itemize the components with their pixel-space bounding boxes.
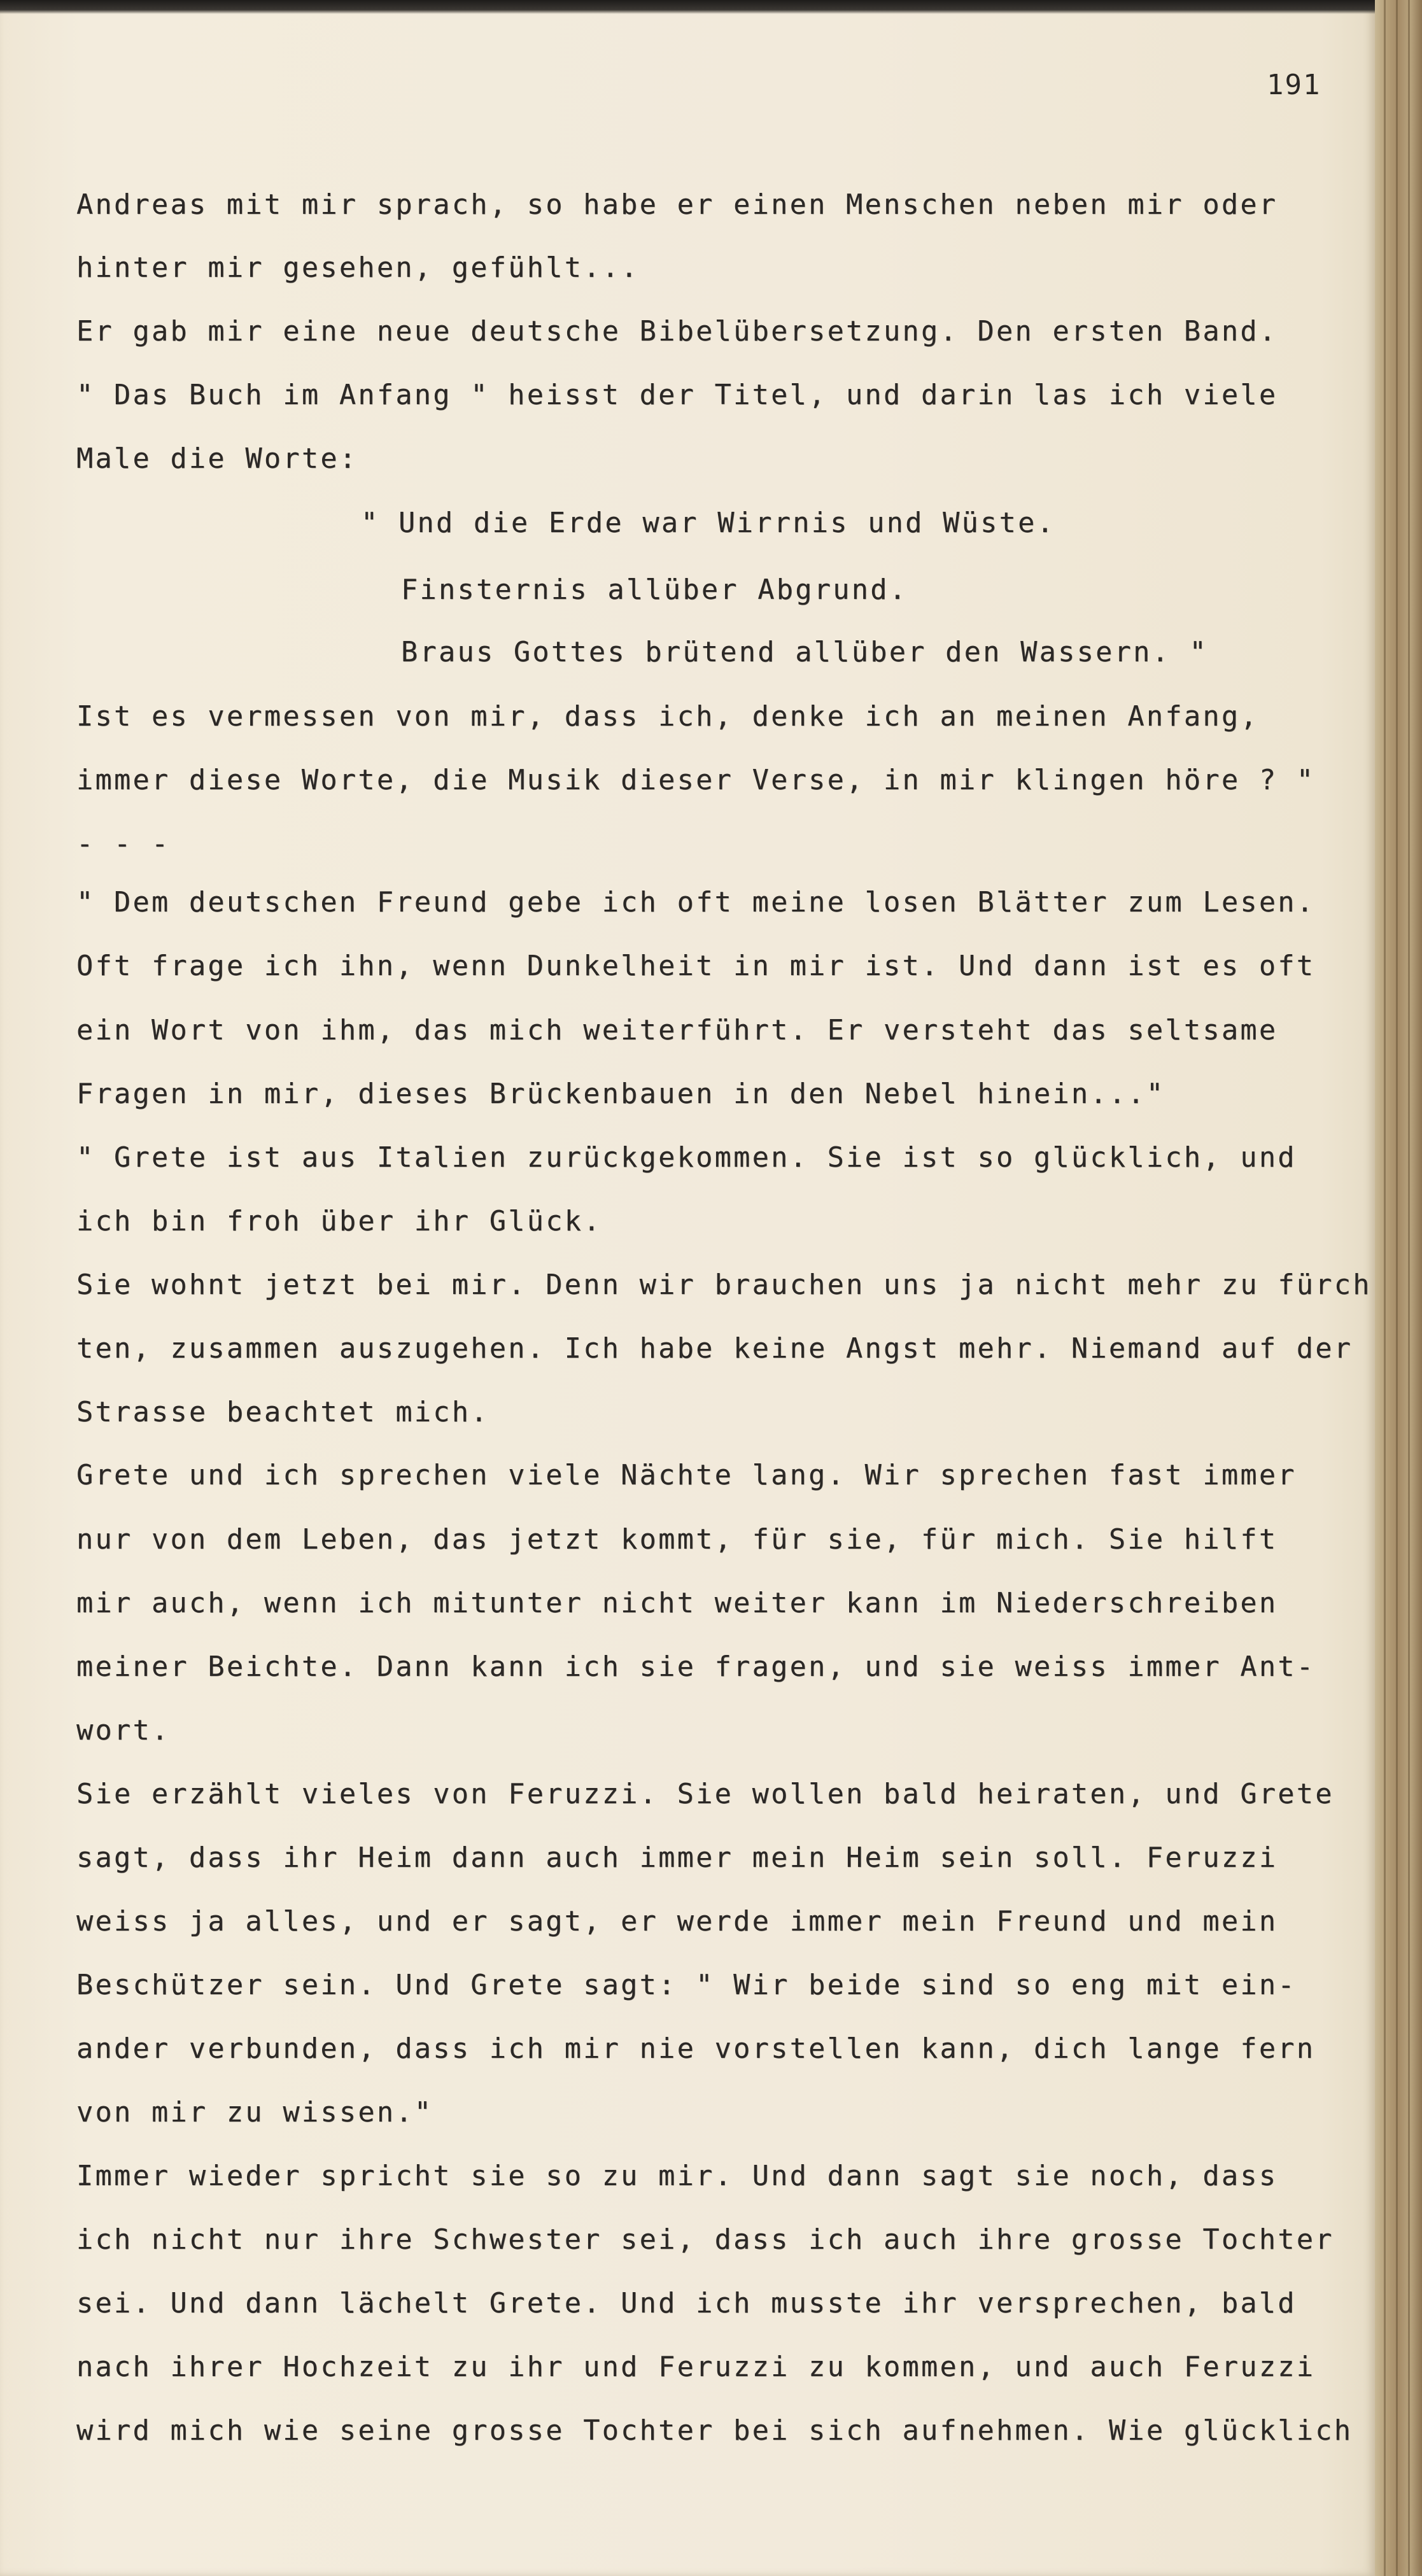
page-stack-line (1396, 0, 1398, 2576)
text-line: weiss ja alles, und er sagt, er werde immer mein Freund und mein (76, 1906, 1278, 1938)
text-line: ich bin froh über ihr Glück. (76, 1206, 602, 1237)
text-line: Immer wieder spricht sie so zu mir. Und dann sagt sie noch, dass (76, 2160, 1278, 2192)
text-line: Fragen in mir, dieses Brückenbauen in den Nebel hinein..." (76, 1078, 1165, 1110)
page-stack-line (1408, 0, 1410, 2576)
text-line: Grete und ich sprechen viele Nächte lang. Wir sprechen fast immer (76, 1460, 1297, 1491)
text-line: hinter mir gesehen, gefühlt... (76, 252, 640, 284)
text-line: wird mich wie seine grosse Tochter bei sich aufnehmen. Wie glücklich (76, 2415, 1353, 2447)
text-line: ten, zusammen auszugehen. Ich habe keine Angst mehr. Niemand auf der (76, 1333, 1353, 1365)
text-line: immer diese Worte, die Musik dieser Verse, in mir klingen höre ? " (76, 764, 1316, 796)
text-line: Male die Worte: (76, 443, 358, 475)
text-line: Ist es vermessen von mir, dass ich, denke ich an meinen Anfang, (76, 701, 1259, 733)
page-number: 191 (1267, 69, 1321, 101)
text-line: Strasse beachtet mich. (76, 1397, 489, 1428)
text-line: ich nicht nur ihre Schwester sei, dass ich auch ihre grosse Tochter (76, 2224, 1334, 2256)
text-line: Beschützer sein. Und Grete sagt: " Wir beide sind so eng mit ein- (76, 1969, 1297, 2001)
text-line: Braus Gottes brütend allüber den Wassern. " (401, 637, 1209, 668)
text-line: meiner Beichte. Dann kann ich sie fragen, und sie weiss immer Ant- (76, 1651, 1316, 1683)
text-line: nur von dem Leben, das jetzt kommt, für sie, für mich. Sie hilft (76, 1524, 1278, 1556)
text-line: Sie erzählt vieles von Feruzzi. Sie wollen bald heiraten, und Grete (76, 1778, 1334, 1810)
text-line: wort. (76, 1715, 171, 1747)
text-line: Sie wohnt jetzt bei mir. Denn wir brauchen uns ja nicht mehr zu fürch (76, 1269, 1372, 1301)
text-line: ein Wort von ihm, das mich weiterführt. Er versteht das seltsame (76, 1015, 1278, 1046)
binding-edge (1375, 0, 1422, 2576)
text-line: Finsternis allüber Abgrund. (401, 574, 908, 606)
text-line: mir auch, wenn ich mitunter nicht weiter kann im Niederschreiben (76, 1587, 1278, 1619)
text-line: " Dem deutschen Freund gebe ich oft meine losen Blätter zum Lesen. (76, 887, 1316, 918)
text-line: - - - (76, 828, 171, 860)
text-line: " Und die Erde war Wirrnis und Wüste. (361, 507, 1056, 539)
page-stack-line (1384, 0, 1386, 2576)
text-line: " Das Buch im Anfang " heisst der Titel, und darin las ich viele (76, 379, 1278, 411)
text-line: Andreas mit mir sprach, so habe er einen Menschen neben mir oder (76, 189, 1278, 221)
text-line: Er gab mir eine neue deutsche Bibelübersetzung. Den ersten Band. (76, 316, 1278, 348)
text-line: sagt, dass ihr Heim dann auch immer mein Heim sein soll. Feruzzi (76, 1842, 1278, 1874)
text-line: ander verbunden, dass ich mir nie vorstellen kann, dich lange fern (76, 2033, 1316, 2065)
text-line: " Grete ist aus Italien zurückgekommen. Sie ist so glücklich, und (76, 1142, 1297, 1174)
text-line: nach ihrer Hochzeit zu ihr und Feruzzi zu kommen, und auch Feruzzi (76, 2351, 1316, 2383)
text-line: sei. Und dann lächelt Grete. Und ich musste ihr versprechen, bald (76, 2288, 1297, 2319)
text-line: Oft frage ich ihn, wenn Dunkelheit in mir ist. Und dann ist es oft (76, 950, 1316, 982)
text-line: von mir zu wissen." (76, 2097, 433, 2129)
